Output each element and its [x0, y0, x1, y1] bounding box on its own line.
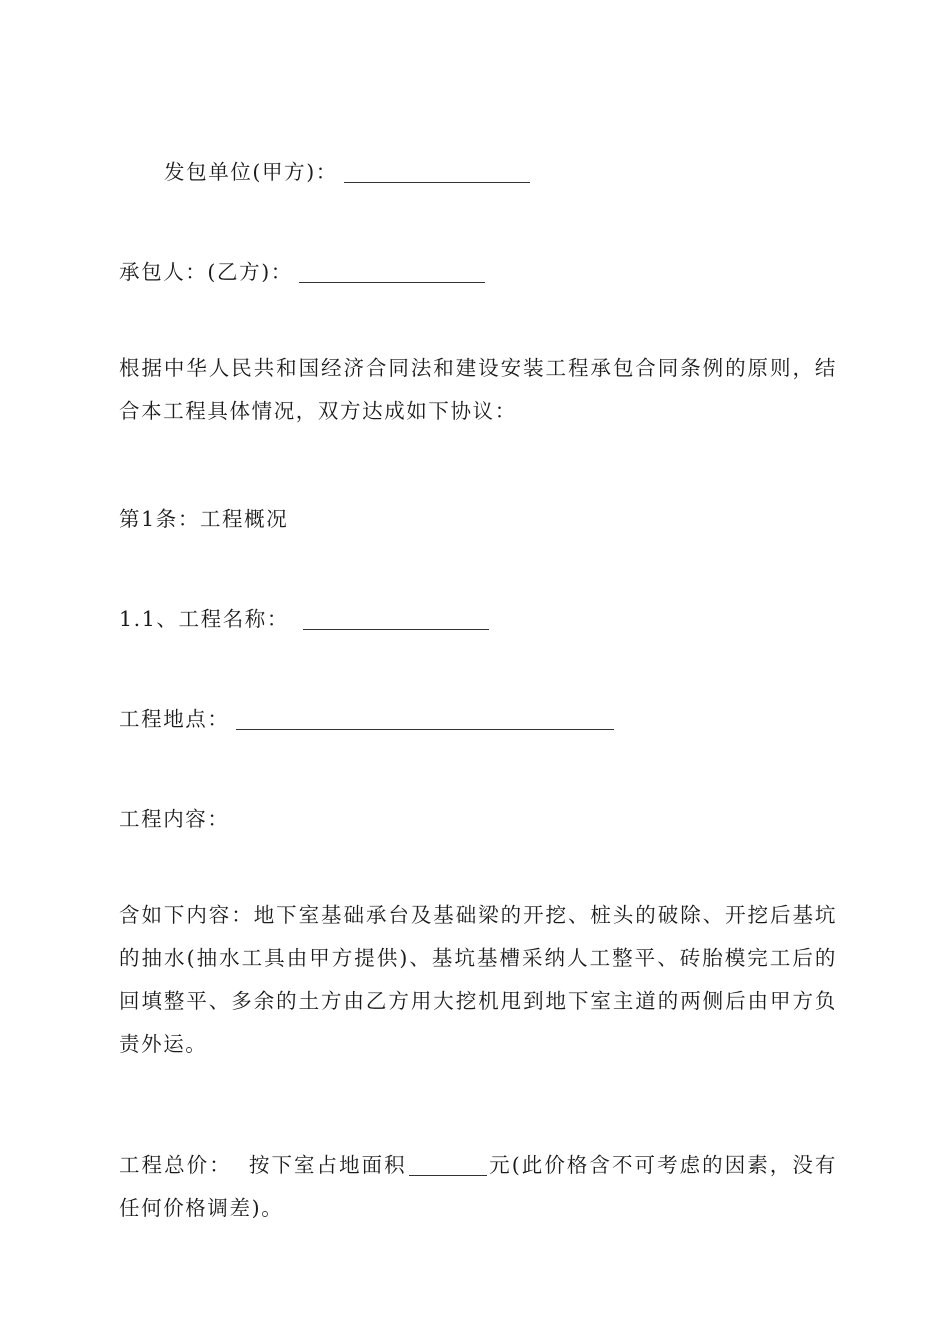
- project-content-paragraph: 含如下内容：地下室基础承台及基础梁的开挖、桩头的破除、开挖后基坑的抽水(抽水工具由甲方提供)、基坑基槽采纳人工整平、砖胎模完工后的回填整平、多余的土方由乙方用大挖机甩到地下室主道的两侧后由甲方负责外运。: [119, 903, 837, 1056]
- party-a-blank: [344, 181, 530, 183]
- party-b-blank: [299, 281, 485, 283]
- preamble-paragraph: 根据中华人民共和国经济合同法和建设安装工程承包合同条例的原则，结合本工程具体情况，双方达成如下协议：: [119, 356, 837, 423]
- total-price-label: 工程总价：: [119, 1153, 232, 1177]
- total-price-text-before: 按下室占地面积: [248, 1153, 407, 1177]
- party-b-line: [119, 255, 834, 289]
- project-location-line: [119, 702, 834, 736]
- party-b-label: 承包人：(乙方)：: [119, 260, 293, 284]
- total-price-text-after: 元(此价格含不可考虑的因素，没有任何价格调差)。: [119, 1153, 838, 1220]
- total-price-paragraph: [119, 1144, 837, 1230]
- party-a-line: [164, 155, 879, 189]
- project-location-blank: [236, 728, 614, 730]
- project-content-label: 工程内容：: [119, 807, 230, 831]
- project-location-label: 工程地点：: [119, 707, 230, 731]
- project-name-line: [119, 602, 834, 636]
- project-name-blank: [303, 628, 489, 630]
- party-a-label: 发包单位(甲方)：: [164, 160, 338, 184]
- article-1-heading: 第1条：工程概况: [119, 507, 289, 531]
- project-name-label: 1.1、工程名称：: [119, 607, 290, 631]
- area-blank: [409, 1174, 487, 1176]
